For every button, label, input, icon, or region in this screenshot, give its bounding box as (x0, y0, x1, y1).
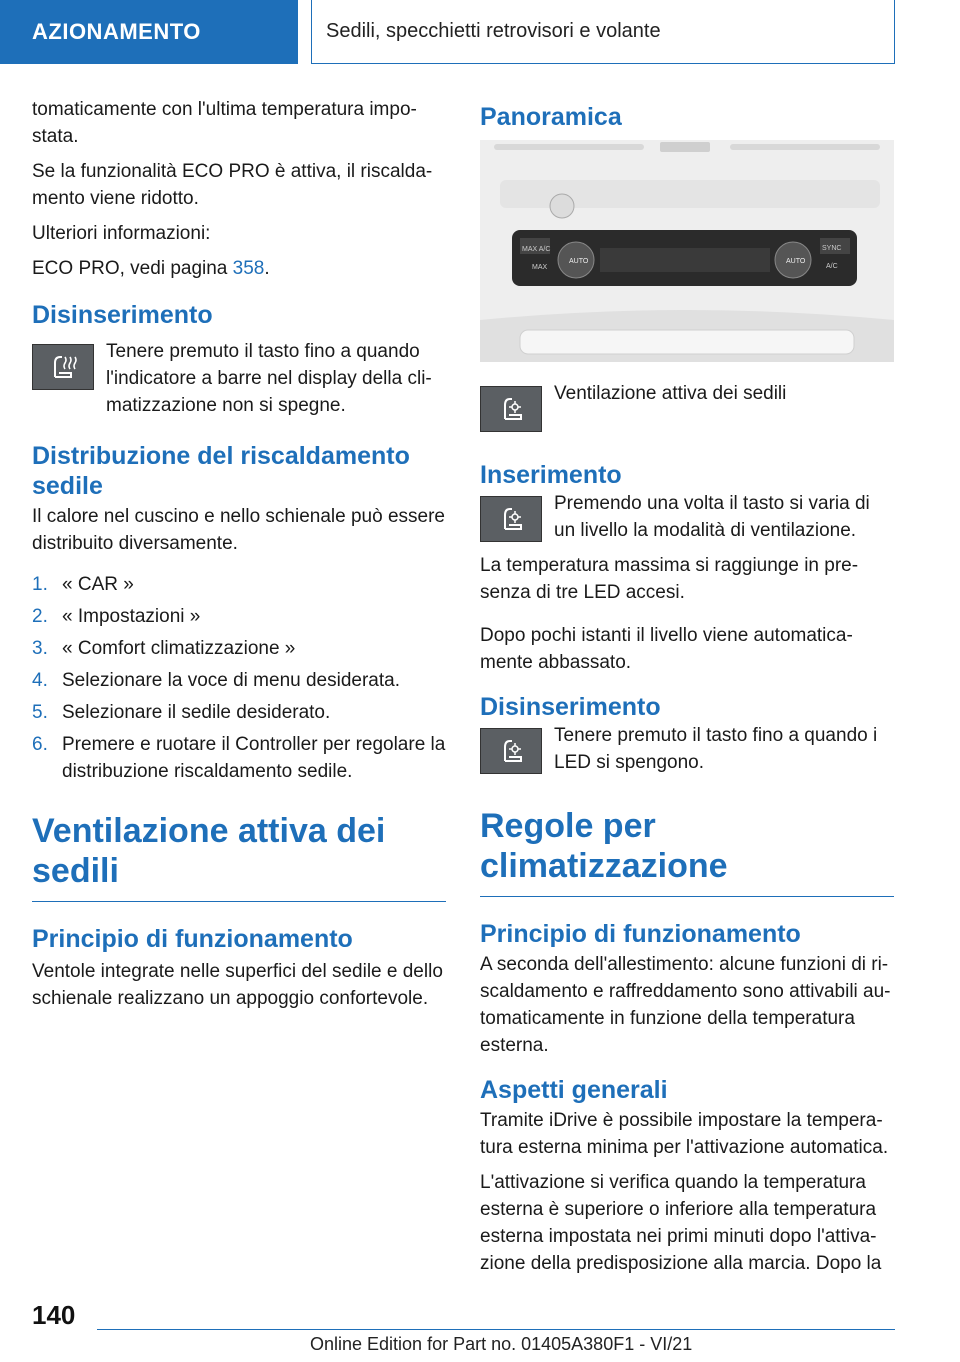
paragraph: Ulteriori informazioni: (32, 223, 211, 244)
list-number: 5. (32, 702, 48, 723)
seat-ventilation-icon (480, 386, 542, 432)
panel-label: MAX A/C (522, 246, 551, 253)
list-text: « Impostazioni » (62, 606, 201, 627)
list-text: Selezionare il sedile desiderato. (62, 702, 331, 723)
paragraph: A seconda dell'allestimento: alcune funzioni di ri-scaldamento e raffreddamento sono attivabili au-tomaticamente in funzione della temperatura esterna. (480, 954, 891, 1056)
list-number: 6. (32, 734, 48, 755)
paragraph: Se la funzionalità ECO PRO è attiva, il riscalda-mento viene ridotto. (32, 161, 433, 209)
list-item (32, 731, 446, 785)
paragraph: Tenere premuto il tasto fino a quando i LED si spengono. (554, 725, 878, 773)
list-text: Selezionare la voce di menu desiderata. (62, 670, 400, 691)
paragraph: Tenere premuto il tasto fino a quando l'indicatore a barre nel display della cli-matizzazione non si spegne. (106, 341, 432, 416)
header-section (0, 0, 298, 64)
list-item (32, 699, 446, 726)
list-text: « CAR » (62, 574, 134, 595)
climate-panel-photo (480, 140, 894, 362)
panel-label: A/C (826, 263, 838, 270)
heading-principio: Principio di funzionamento (32, 925, 353, 953)
list-number: 1. (32, 574, 48, 595)
left-column (32, 96, 446, 1020)
paragraph-text: ECO PRO, vedi pagina (32, 258, 233, 279)
paragraph: tomaticamente con l'ultima temperatura impo-stata. (32, 99, 417, 147)
seat-ventilation-icon (480, 496, 542, 542)
steps-list (32, 571, 446, 785)
heading-aspetti: Aspetti generali (480, 1076, 668, 1104)
page-link[interactable]: 358 (232, 258, 265, 279)
heading-disinserimento: Disinserimento (32, 301, 213, 329)
panel-label: MAX (532, 264, 548, 271)
list-item (32, 603, 446, 630)
list-number: 4. (32, 670, 48, 691)
list-item (32, 667, 446, 694)
paragraph: Dopo pochi istanti il livello viene automatica-mente abbassato. (480, 625, 853, 673)
heading-distribuzione: Distribuzione del riscaldamento sedile (32, 442, 410, 500)
paragraph-end: . (264, 258, 270, 279)
panel-label: AUTO (569, 258, 589, 265)
heading-principio: Principio di funzionamento (480, 920, 801, 948)
paragraph-eco-pro (32, 255, 446, 282)
heading-inserimento: Inserimento (480, 461, 622, 489)
list-number: 3. (32, 638, 48, 659)
paragraph: Premendo una volta il tasto si varia di un livello la modalità di ventilazione. (554, 493, 870, 541)
page-number: 140 (32, 1300, 76, 1330)
paragraph: Tramite iDrive è possibile impostare la tempera-tura esterna minima per l'attivazione automatica. (480, 1110, 889, 1158)
paragraph: Il calore nel cuscino e nello schienale può essere distribuito diversamente. (32, 506, 445, 554)
seat-heating-icon (32, 344, 94, 390)
paragraph: La temperatura massima si raggiunge in pre-senza di tre LED accesi. (480, 555, 859, 603)
list-text: « Comfort climatizzazione » (62, 638, 296, 659)
list-text: Premere e ruotare il Controller per regolare la distribuzione riscaldamento sedile. (62, 734, 446, 782)
paragraph: Ventole integrate nelle superfici del sedile e dello schienale realizzano un appoggio confortevole. (32, 961, 443, 1009)
chapter-title: Sedili, specchietti retrovisori e volante (326, 20, 661, 42)
heading-panoramica: Panoramica (480, 103, 622, 131)
panel-label: AUTO (786, 258, 806, 265)
list-number: 2. (32, 606, 48, 627)
heading-regole: Regole per climatizzazione (480, 806, 894, 897)
paragraph: L'attivazione si verifica quando la temperatura esterna è superiore o inferiore alla temperatura esterna impostata nei primi minuti dopo l'attiva-zione della predisposizione alla marcia. Dopo la (480, 1172, 882, 1274)
list-item (32, 571, 446, 598)
footer-divider (97, 1329, 895, 1330)
heading-ventilazione: Ventilazione attiva dei sedili (32, 811, 446, 902)
seat-ventilation-icon (480, 728, 542, 774)
list-item (32, 635, 446, 662)
paragraph: Ventilazione attiva dei sedili (554, 383, 787, 404)
right-column (480, 96, 894, 1285)
header-chapter (311, 0, 895, 64)
heading-disinserimento: Disinserimento (480, 693, 661, 721)
footer-edition: Online Edition for Part no. 01405A380F1 - VI/21 (310, 1334, 693, 1354)
panel-label: SYNC (822, 245, 842, 252)
section-title: AZIONAMENTO (32, 19, 201, 44)
